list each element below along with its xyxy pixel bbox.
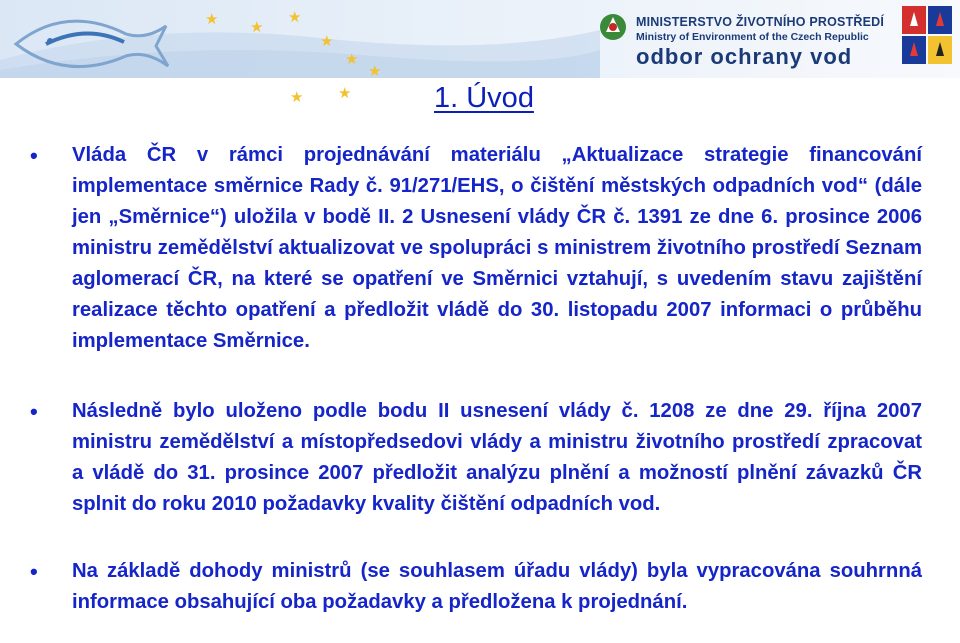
fish-logo-icon [6, 4, 176, 74]
star-icon: ★ [320, 33, 334, 50]
star-icon: ★ [368, 63, 382, 80]
bullet-icon: • [30, 399, 38, 424]
star-icon: ★ [288, 9, 302, 26]
bullet-item [30, 556, 922, 618]
ministry-branding [598, 6, 888, 68]
slide-title: 1. Úvod [434, 82, 534, 114]
coat-of-arms-icon [900, 4, 956, 66]
department-name: odbor ochrany vod [636, 44, 853, 69]
ministry-emblem-icon [598, 12, 628, 42]
bullet-item [30, 140, 922, 357]
bullet-text: Vláda ČR v rámci projednávání materiálu „Aktualizace strategie financování implementace směrnice Rady č. 91/271/EHS, o čištění městských odpadních vod“ (dále jen „Směrnice“) uložila v bodě II. 2 Usnesení vlády ČR č. 1391 ze dne 6. prosince 2006 ministru zemědělství aktualizovat ve spolupráci s ministrem životního prostředí Seznam aglomerací ČR, na které se opatření ve Směrnici vztahují, s uvedením stavu zajištění realizace těchto opatření a předložit vládě do 30. listopadu 2007 informaci o průběhu implementace Směrnice. [72, 144, 922, 352]
star-icon: ★ [290, 89, 304, 106]
ministry-name-english: Ministry of Environment of the Czech Republic [636, 31, 869, 43]
star-icon: ★ [205, 11, 219, 28]
star-icon: ★ [338, 85, 352, 102]
bullet-icon: • [30, 559, 38, 584]
ministry-name: MINISTERSTVO ŽIVOTNÍHO PROSTŘEDÍ [636, 15, 885, 29]
star-icon: ★ [250, 19, 264, 36]
bullet-item [30, 396, 922, 520]
bullet-text: Následně bylo uloženo podle bodu II usnesení vlády č. 1208 ze dne 29. října 2007 ministru zemědělství a místopředsedovi vlády a ministru životního prostředí zpracovat a vládě do 31. prosince 2007 předložit analýzu plnění a možností plnění závazků ČR splnit do roku 2010 požadavky kvality čištění odpadních vod. [72, 400, 922, 515]
bullet-text: Na základě dohody ministrů (se souhlasem úřadu vlády) byla vypracována souhrnná informace obsahující oba požadavky a předložena k projednání. [72, 560, 922, 613]
bullet-icon: • [30, 143, 38, 168]
star-icon: ★ [345, 51, 359, 68]
